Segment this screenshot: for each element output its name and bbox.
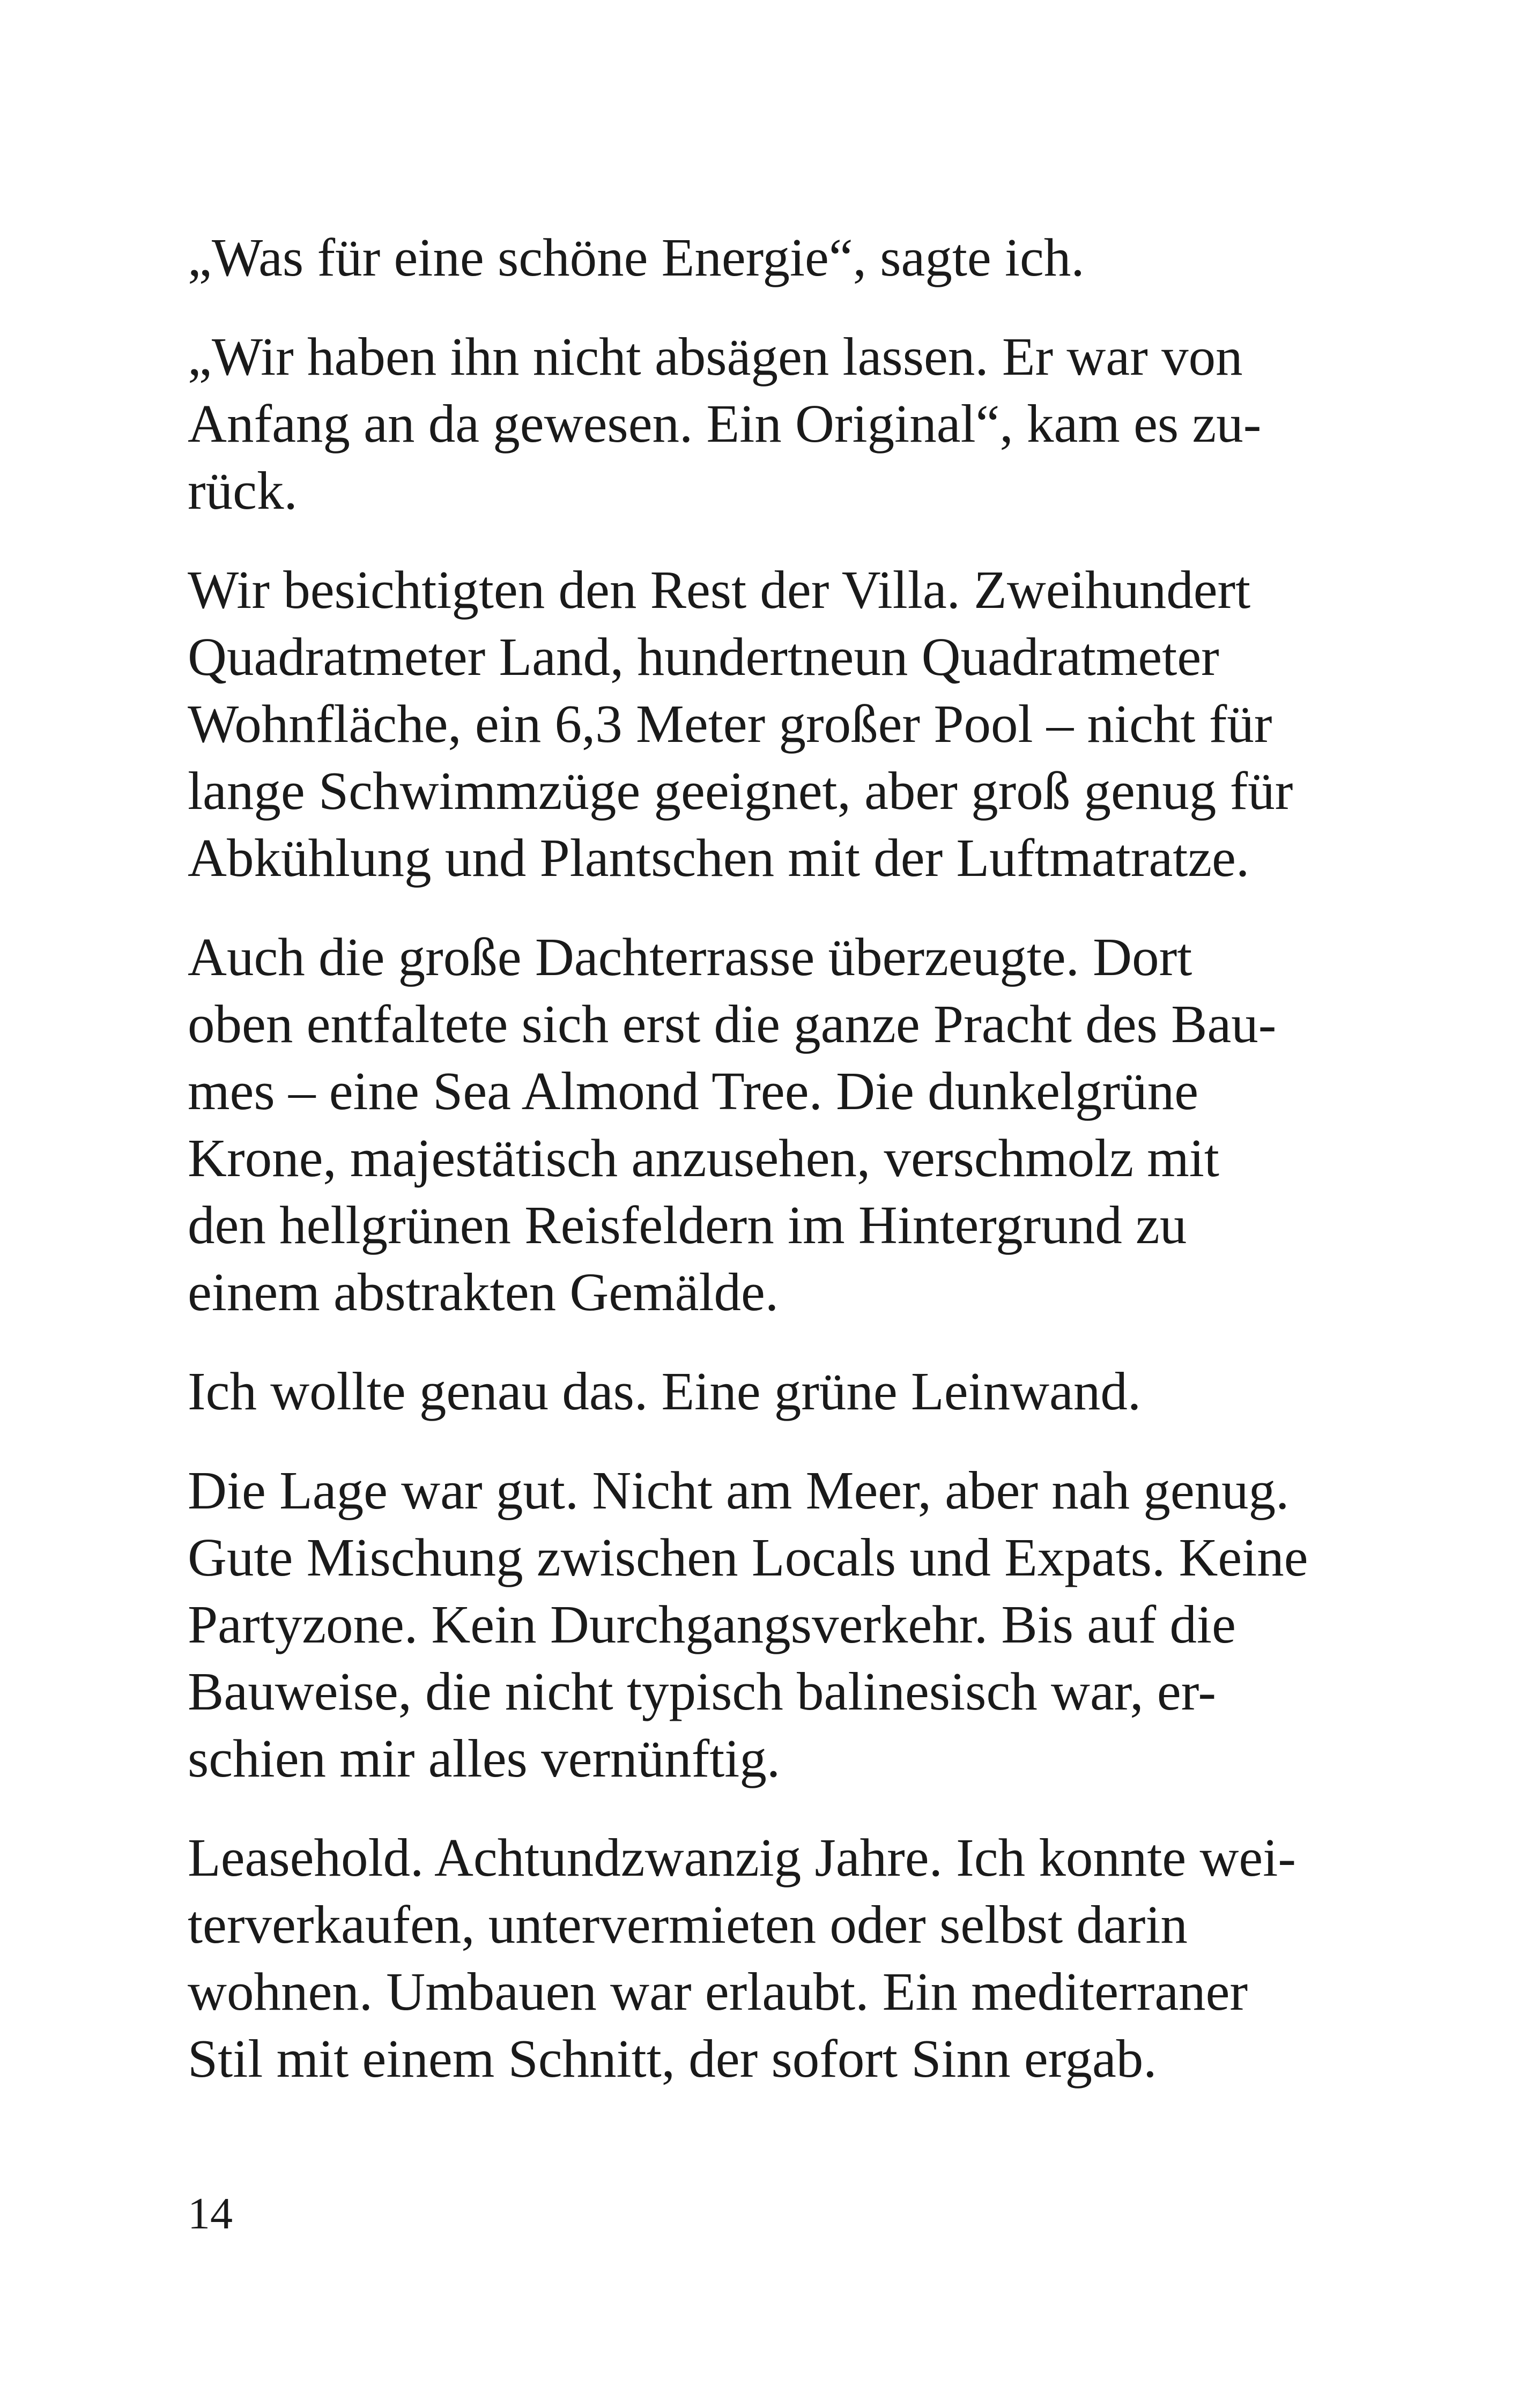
text-line: „Was für eine schöne Energie“, sagte ich.	[188, 227, 1085, 287]
text-line: Anfang an da gewesen. Ein Original“, kam es zu-	[188, 393, 1262, 454]
paragraph	[188, 1457, 1324, 1792]
text-line: Ich wollte genau das. Eine grüne Leinwand.	[188, 1361, 1142, 1421]
text-line: Gute Mischung zwischen Locals und Expats. Keine	[188, 1527, 1308, 1587]
text-line: „Wir haben ihn nicht absägen lassen. Er war von	[188, 326, 1243, 387]
text-line: Wir besichtigten den Rest der Villa. Zweihundert	[188, 560, 1251, 620]
text-line: Krone, majestätisch anzusehen, verschmolz mit	[188, 1128, 1219, 1188]
paragraph	[188, 1358, 1324, 1425]
text-line: Auch die große Dachterrasse überzeugte. Dort	[188, 927, 1192, 987]
text-line: Bauweise, die nicht typisch balinesisch war, er-	[188, 1661, 1216, 1721]
text-line: den hellgrünen Reisfeldern im Hintergrund zu	[188, 1195, 1187, 1255]
body-text	[188, 224, 1324, 2124]
text-line: oben entfaltete sich erst die ganze Pracht des Bau-	[188, 994, 1277, 1054]
paragraph	[188, 924, 1324, 1326]
paragraph	[188, 323, 1324, 524]
paragraph	[188, 556, 1324, 891]
text-line: einem abstrakten Gemälde.	[188, 1262, 779, 1322]
text-line: Abkühlung und Plantschen mit der Luftmatratze.	[188, 828, 1250, 888]
text-line: rück.	[188, 460, 298, 521]
page-number: 14	[188, 2189, 233, 2239]
text-line: Quadratmeter Land, hundertneun Quadratmeter	[188, 627, 1219, 687]
text-line: Wohnfläche, ein 6,3 Meter großer Pool – nicht für	[188, 694, 1272, 754]
text-line: wohnen. Umbauen war erlaubt. Ein mediterraner	[188, 1961, 1248, 2021]
paragraph	[188, 1824, 1324, 2092]
text-line: Leasehold. Achtundzwanzig Jahre. Ich konnte wei-	[188, 1827, 1296, 1887]
text-line: schien mir alles vernünftig.	[188, 1728, 781, 1788]
text-line: Partyzone. Kein Durchgangsverkehr. Bis auf die	[188, 1594, 1236, 1654]
text-line: mes – eine Sea Almond Tree. Die dunkelgrüne	[188, 1061, 1199, 1121]
text-line: Stil mit einem Schnitt, der sofort Sinn ergab.	[188, 2028, 1157, 2089]
text-line: terverkaufen, untervermieten oder selbst darin	[188, 1894, 1188, 1954]
paragraph	[188, 224, 1324, 291]
text-line: lange Schwimmzüge geeignet, aber groß genug für	[188, 761, 1293, 821]
text-line: Die Lage war gut. Nicht am Meer, aber nah genug.	[188, 1460, 1290, 1520]
